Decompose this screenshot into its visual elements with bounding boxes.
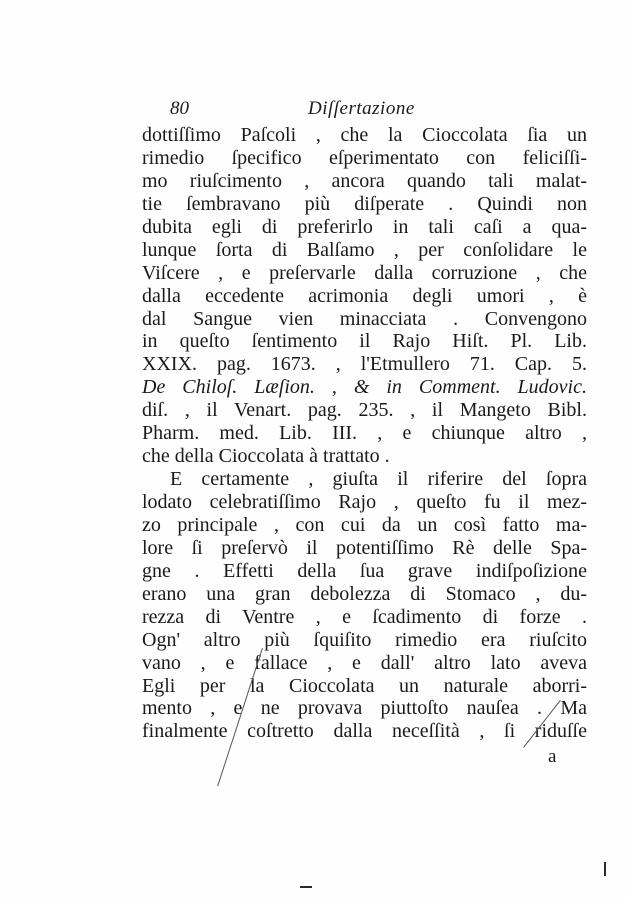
text-line: rezza di Ventre , e ſcadimento di forze .: [142, 605, 587, 628]
text-line: vano , e fallace , e dall' altro lato aveva: [142, 651, 587, 674]
text-line: Ogn' altro più ſquiſito rimedio era riuſcito: [142, 628, 587, 651]
catchword: a: [548, 746, 557, 767]
text-line: Egli per la Cioccolata un naturale aborri-: [142, 674, 587, 697]
text-line: XXIX. pag. 1673. , l'Etmullero 71. Cap. 5.: [142, 353, 587, 376]
text-line: zo principale , con cui da un così fatto ma-: [142, 513, 587, 536]
text-line: E certamente , giuſta il riferire del ſopra: [170, 468, 587, 491]
ink-speck: [300, 886, 312, 888]
text-line: mo riuſcimento , ancora quando tali malat-: [142, 169, 587, 192]
text-line: dottiſſimo Paſcoli , che la Cioccolata ſia un: [142, 124, 587, 146]
text-line: rimedio ſpecifico eſperimentato con feliciſſi-: [142, 146, 587, 169]
text-line: lunque ſorta di Balſamo , per conſolidare le: [142, 238, 587, 261]
text-line: finalmente coſtretto dalla neceſſità , ſi riduſſe: [142, 720, 587, 743]
page-header: [168, 98, 458, 124]
text-line: Pharm. med. Lib. III. , e chiunque altro ,: [142, 422, 587, 445]
text-line: dalla eccedente acrimonia degli umori , è: [142, 284, 587, 307]
text-line: lore ſi preſervò il potentiſſimo Rè delle Spa-: [142, 536, 587, 559]
text-line: De Chiloſ. Læſion. , & in Comment. Ludovic.: [142, 376, 587, 399]
page-number: 80: [170, 98, 189, 119]
text-line: dubita egli di preferirlo in tali caſi a qua-: [142, 215, 587, 238]
text-line: tie ſembravano più diſperate . Quindi non: [142, 192, 587, 215]
text-line: mento , e ne provava piuttoſto nauſea . Ma: [142, 697, 587, 720]
text-line: dal Sangue vien minacciata . Convengono: [142, 307, 587, 330]
text-line: che della Cioccolata à trattato .: [142, 445, 390, 468]
running-title: Diſſertazione: [308, 98, 415, 119]
ink-speck: [604, 862, 606, 876]
text-line: erano una gran debolezza di Stomaco , du-: [142, 582, 587, 605]
text-line: gne . Effetti della ſua grave indiſpoſizione: [142, 559, 587, 582]
text-line: lodato celebratiſſimo Rajo , queſto fu il mez-: [142, 491, 587, 513]
text-line: diſ. , il Venart. pag. 235. , il Mangeto Bibl.: [142, 399, 587, 422]
body-text: [142, 124, 587, 743]
text-line: Viſcere , e preſervarle dalla corruzione , che: [142, 261, 587, 284]
text-line: in queſto ſentimento il Rajo Hiſt. Pl. Lib.: [142, 330, 587, 353]
